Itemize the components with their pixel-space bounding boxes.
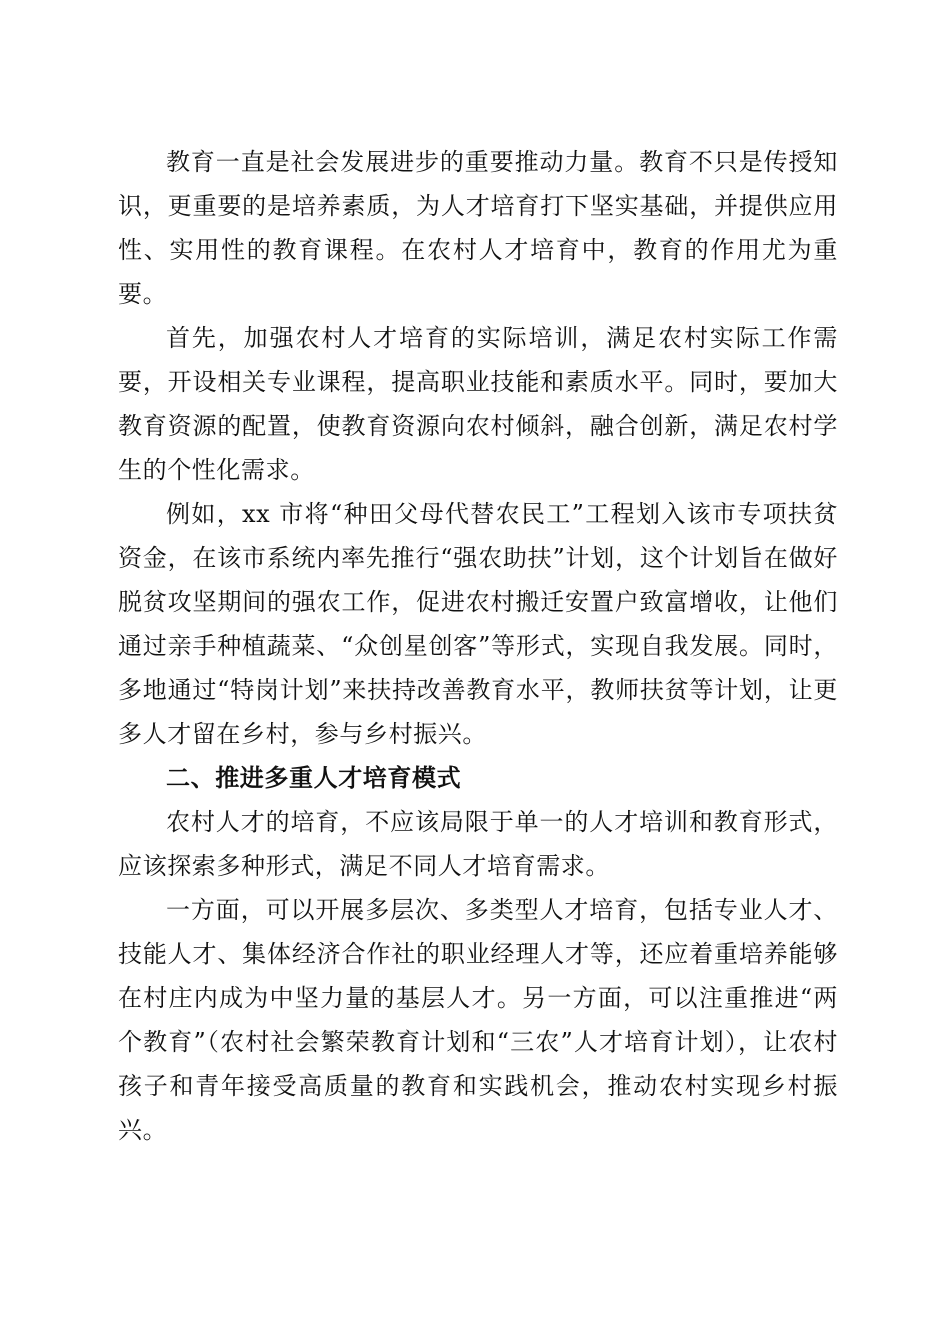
paragraph-example-city: 例如，xx 市将“种田父母代替农民工”工程划入该市专项扶贫资金，在该市系统内率先推行“强农助扶”计划，这个计划旨在做好脱贫攻坚期间的强农工作，促进农村搬迁安置户致富增收，让他们通过亲手种植蔬菜、“众创星创客”等形式，实现自我发展。同时，多地通过“特岗计划”来扶持改善教育水平，教师扶贫等计划，让更多人才留在乡村，参与乡村振兴。 <box>118 500 838 748</box>
paragraph-training-first: 首先，加强农村人才培育的实际培训，满足农村实际工作需要，开设相关专业课程，提高职业技能和素质水平。同时，要加大教育资源的配置，使教育资源向农村倾斜，融合创新，满足农村学生的个性化需求。 <box>118 324 838 484</box>
section-heading: 二、推进多重人才培育模式 <box>166 764 462 792</box>
document-body <box>118 140 838 1152</box>
paragraph-multi-level-training: 一方面，可以开展多层次、多类型人才培育，包括专业人才、技能人才、集体经济合作社的职业经理人才等，还应着重培养能够在村庄内成为中坚力量的基层人才。另一方面，可以注重推进“两个教育”（农村社会繁荣教育计划和“三农”人才培育计划），让农村孩子和青年接受高质量的教育和实践机会，推动农村实现乡村振兴。 <box>118 896 838 1144</box>
paragraph-education-importance: 教育一直是社会发展进步的重要推动力量。教育不只是传授知识，更重要的是培养素质，为人才培育打下坚实基础，并提供应用性、实用性的教育课程。在农村人才培育中，教育的作用尤为重要。 <box>118 148 838 308</box>
paragraph-diverse-forms: 农村人才的培育，不应该局限于单一的人才培训和教育形式，应该探索多种形式，满足不同人才培育需求。 <box>118 808 838 880</box>
